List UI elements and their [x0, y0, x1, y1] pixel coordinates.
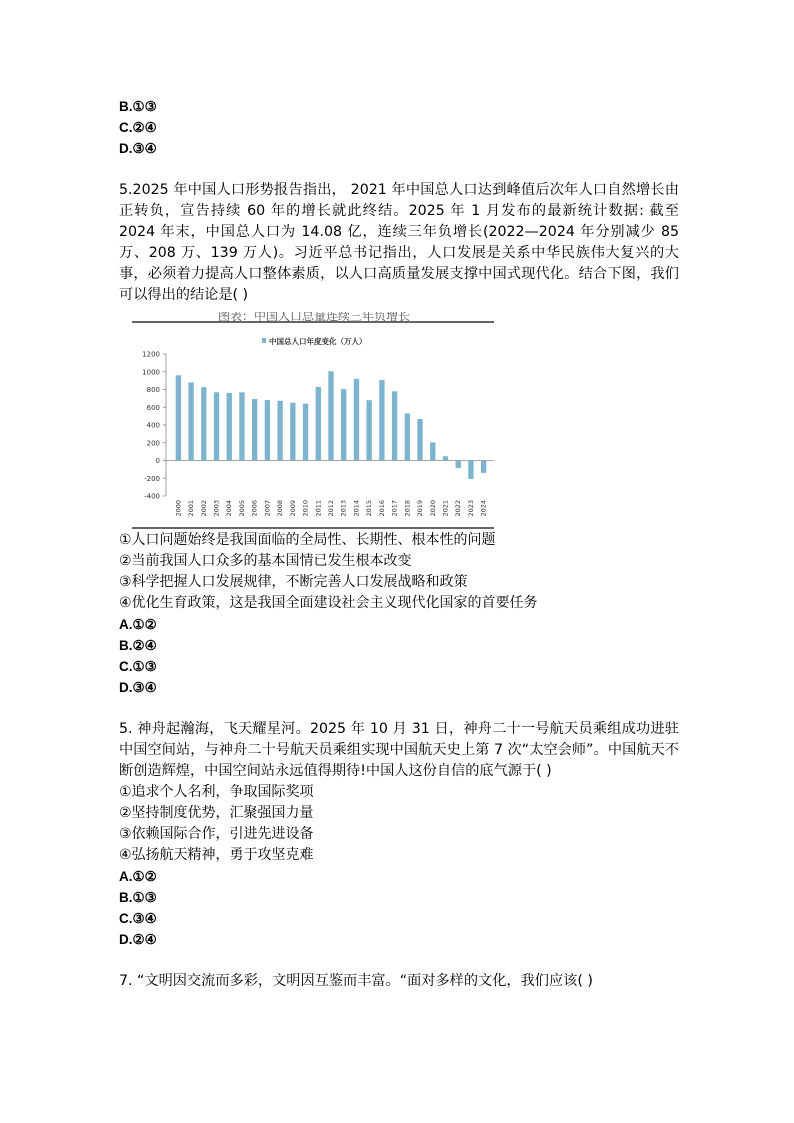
- bar: [201, 387, 206, 460]
- option-d[interactable]: D.③④: [119, 141, 157, 156]
- q5b-statement-4: ④弘扬航天精神，勇于攻坚克难: [119, 847, 314, 863]
- q5b-statement-2: ②坚持制度优势，汇聚强国力量: [119, 805, 314, 821]
- q5b-statement-1: ①追求个人名利，争取国际奖项: [119, 784, 314, 800]
- x-tick-label: 2003: [212, 500, 221, 517]
- x-tick-label: 2006: [250, 500, 259, 517]
- y-tick-label: 600: [146, 403, 160, 412]
- chart-legend: 中国总人口年度变化（万人）: [269, 337, 367, 346]
- x-tick-label: 2004: [225, 500, 234, 517]
- bar: [303, 404, 308, 461]
- y-tick-label: 1200: [142, 350, 160, 359]
- x-tick-label: 2002: [199, 500, 208, 517]
- y-tick-label: 200: [146, 439, 160, 448]
- bar: [176, 375, 181, 460]
- x-tick-label: 2014: [352, 500, 361, 517]
- q5a-option-b[interactable]: B.②④: [119, 638, 157, 653]
- y-tick-label: 800: [146, 386, 160, 394]
- q5a-statement-4: ④优化生育政策，这是我国全面建设社会主义现代化国家的首要任务: [119, 595, 538, 611]
- bar: [392, 391, 397, 460]
- y-tick-label: 0: [155, 457, 160, 465]
- bar: [316, 387, 321, 460]
- q5b-option-c[interactable]: C.③④: [119, 911, 157, 926]
- bar: [277, 401, 282, 461]
- question-5a-stem: 5.2025 年中国人口形势报告指出， 2021 年中国总人口达到峰值后次年人口自然增长由正转负，宣告持续 60 年的增长就此终结。2025 年 1 月发布的最新统计数据: 截至 2024 年末，中国总人口为 14.08 亿，连续三年负增长(2022—2024 年分别减少 85 万、208 万、139 万人)。习近平总书记指出，人口发展是关系中华民族伟大复兴的大事，必须着力提高人口整体素质，以人口高质量发展支撑中国式现代化。结合下图，我们可以得出的结论是( ): [119, 182, 679, 303]
- x-tick-label: 2019: [416, 500, 425, 517]
- q5b-option-a[interactable]: A.①②: [119, 869, 157, 884]
- x-tick-label: 2024: [479, 500, 488, 517]
- document-page: [119, 96, 679, 992]
- bar: [265, 400, 270, 460]
- y-tick-label: -200: [144, 474, 160, 483]
- bar: [354, 379, 359, 461]
- bar: [188, 382, 193, 460]
- x-tick-label: 2012: [327, 500, 335, 517]
- q5b-statement-3: ③依赖国际合作，引进先进设备: [119, 826, 314, 842]
- bar: [456, 461, 461, 469]
- x-tick-label: 2001: [187, 500, 196, 517]
- option-c[interactable]: C.②④: [119, 120, 157, 135]
- question-5b-stem: 5. 神舟起瀚海，飞天耀星河。2025 年 10 月 31 日，神舟二十一号航天员乘组成功进驻中国空间站，与神舟二十号航天员乘组实现中国航天史上第 7 次“太空会师”。中国航天不断创造辉煌，中国空间站永远值得期待!中国人这份自信的底气源于( ): [119, 721, 679, 779]
- y-tick-label: 1000: [142, 368, 160, 377]
- bar: [405, 413, 410, 460]
- q5a-statement-2: ②当前我国人口众多的基本国情已发生根本改变: [119, 553, 412, 569]
- y-tick-label: -400: [144, 492, 160, 501]
- x-tick-label: 2010: [301, 500, 310, 517]
- bar: [481, 461, 486, 473]
- y-tick-label: 400: [146, 421, 160, 430]
- option-b[interactable]: B.①③: [119, 99, 157, 114]
- q5b-option-b[interactable]: B.①③: [119, 890, 157, 905]
- x-tick-label: 2016: [377, 500, 386, 517]
- x-tick-label: 2018: [403, 500, 412, 517]
- q5a-option-c[interactable]: C.①③: [119, 659, 157, 674]
- x-tick-label: 2007: [263, 500, 272, 517]
- x-tick-label: 2023: [466, 500, 475, 517]
- bar: [443, 456, 448, 460]
- x-tick-label: 2020: [428, 500, 437, 517]
- population-chart: [132, 312, 512, 530]
- bar: [430, 442, 435, 460]
- q5a-statement-3: ③科学把握人口发展规律，不断完善人口发展战略和政策: [119, 574, 468, 590]
- bar: [366, 400, 371, 460]
- x-tick-label: 2011: [314, 500, 323, 517]
- bar: [328, 371, 333, 460]
- bar: [417, 419, 422, 460]
- q5a-statement-1: ①人口问题始终是我国面临的全局性、长期性、根本性的问题: [119, 532, 496, 548]
- legend-swatch: [262, 338, 266, 343]
- bar: [252, 399, 257, 460]
- bar: [214, 392, 219, 460]
- bar: [341, 389, 346, 460]
- bar: [379, 380, 384, 460]
- chart-title: 图表：中国人口总量连续三年负增长: [217, 312, 411, 323]
- bar: [239, 392, 244, 460]
- bar: [227, 393, 232, 461]
- bar: [290, 403, 295, 461]
- x-tick-label: 2017: [390, 500, 399, 517]
- x-tick-label: 2022: [454, 500, 463, 517]
- x-tick-label: 2000: [174, 500, 183, 517]
- x-tick-label: 2009: [288, 500, 297, 517]
- x-tick-label: 2013: [339, 500, 348, 517]
- q5a-option-d[interactable]: D.③④: [119, 680, 157, 695]
- q5b-option-d[interactable]: D.②④: [119, 932, 157, 947]
- x-tick-label: 2015: [365, 500, 374, 517]
- x-tick-label: 2021: [441, 500, 450, 517]
- x-tick-label: 2008: [276, 500, 285, 517]
- q5a-option-a[interactable]: A.①②: [119, 617, 157, 632]
- bar: [468, 461, 473, 479]
- population-chart-svg: [132, 312, 512, 530]
- x-tick-label: 2005: [237, 500, 246, 517]
- question-7-stem: 7. “文明因交流而多彩，文明因互鉴而丰富。“面对多样的文化，我们应该( ): [119, 973, 593, 989]
